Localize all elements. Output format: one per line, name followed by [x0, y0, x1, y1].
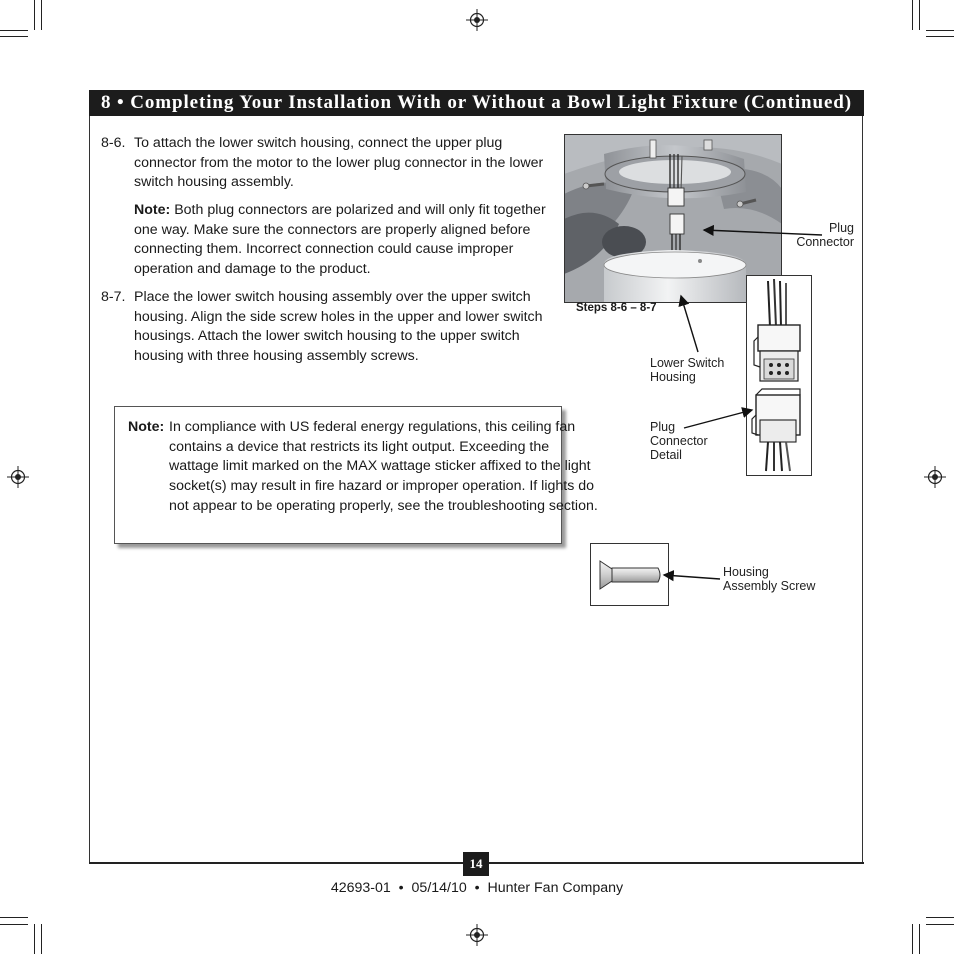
footer-text: 42693-01 • 05/14/10 • Hunter Fan Company [330, 880, 624, 896]
callout-line: Connector [650, 434, 708, 448]
callout-plug-connector [780, 221, 854, 249]
callout-line: Detail [650, 448, 682, 462]
lower-switch-housing-leader [681, 296, 698, 352]
note-label: Note: [134, 202, 171, 218]
section-header: 8 • Completing Your Installation With or Without a Bowl Light Fixture (Continued) [89, 90, 864, 116]
callout-line: Connector [796, 235, 854, 249]
step-text: To attach the lower switch housing, connect the upper plug connector from the motor to the lower plug connector in the lower switch housing assembly. [134, 135, 544, 191]
callout-line: Housing [650, 370, 696, 384]
callout-line: Housing [723, 565, 769, 579]
callout-line: Lower Switch [650, 356, 725, 370]
note-text: Both plug connectors are polarized and will only fit together one way. Make sure the connectors are properly aligned before connecting them. Incorrect connection could cause improper operation and damage to the product. [134, 202, 546, 278]
callout-line: Assembly Screw [723, 579, 816, 593]
step-number: 8-6. [101, 135, 126, 151]
step-number: 8-7. [101, 289, 126, 305]
note-text: In compliance with US federal energy regulations, this ceiling fan contains a device that restricts its light output. Exceeding the wattage limit marked on the MAX wattage sticker affixed to the light socket(s) may result in fire hazard or improper operation. If lights do not appear to be operating properly, see the troubleshooting section. [169, 419, 598, 514]
note-label: Note: [128, 419, 165, 435]
housing-screw-leader [664, 575, 720, 579]
callout-housing-assembly-screw [723, 565, 815, 593]
callout-plug-connector-detail [650, 420, 708, 462]
step-text: Place the lower switch housing assembly over the upper switch housing. Align the side screw holes in the upper and lower switch housings. Attach the lower switch housing to the upper switch housing with three housing assembly screws. [134, 289, 543, 365]
page-number: 14 [463, 852, 489, 876]
figure-caption: Steps 8-6 – 8-7 [576, 302, 657, 314]
callout-lower-switch-housing [650, 356, 724, 384]
callout-line: Plug [650, 420, 676, 434]
callout-line: Plug [828, 221, 854, 235]
